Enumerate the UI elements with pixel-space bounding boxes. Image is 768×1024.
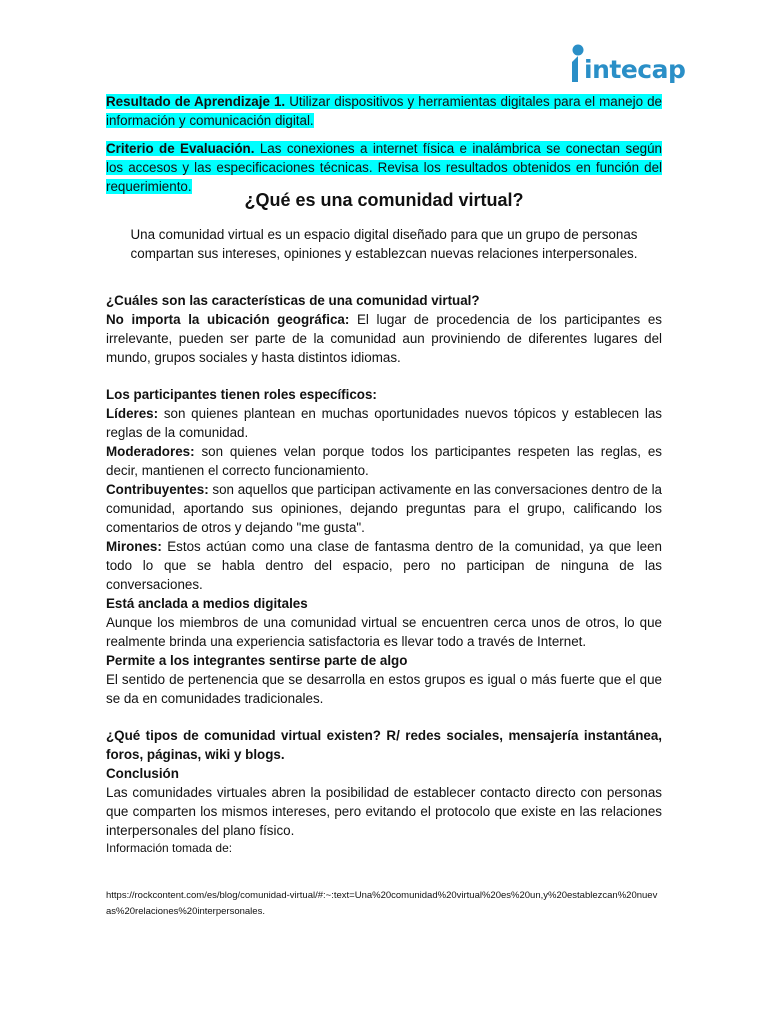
contribuyentes-label: Contribuyentes: <box>106 482 209 497</box>
anclada-paragraph: Aunque los miembros de una comunidad virtual se encuentren cerca unos de otros, lo que realmente brinda una experiencia satisfactoria es llevar todo a través de Internet. <box>106 615 662 649</box>
contribuyentes-paragraph <box>106 480 662 537</box>
lideres-paragraph <box>106 404 662 442</box>
roles-heading: Los participantes tienen roles específicos: <box>106 387 377 402</box>
spacer <box>106 708 662 726</box>
resultado-label: Resultado de Aprendizaje 1. <box>106 94 286 109</box>
fuente-label: Información tomada de: <box>106 841 233 855</box>
tipos-paragraph: ¿Qué tipos de comunidad virtual existen? R/ redes sociales, mensajería instantánea, foros, páginas, wiki y blogs. <box>106 728 662 762</box>
page-title: ¿Qué es una comunidad virtual? <box>244 190 524 210</box>
resultado-highlight <box>106 94 662 128</box>
intecap-logo <box>567 42 686 99</box>
resultado-aprendizaje <box>106 92 662 130</box>
lideres-text: son quienes plantean en muchas oportunidades nuevos tópicos y establecen las reglas de la comunidad. <box>106 406 662 440</box>
ubicacion-label: No importa la ubicación geográfica: <box>106 312 350 327</box>
anclada-heading: Está anclada a medios digitales <box>106 596 308 611</box>
intro-paragraph: Una comunidad virtual es un espacio digital diseñado para que un grupo de personas compartan sus intereses, opiniones y establezcan nuevas relaciones interpersonales. <box>130 227 638 261</box>
lideres-label: Líderes: <box>106 406 159 421</box>
criterio-label: Criterio de Evaluación. <box>106 141 255 156</box>
body-content <box>106 291 662 857</box>
criterio-text: Las conexiones a internet física e inalámbrica se conectan según los accesos y las especificaciones técnicas. Revisa los resultados obtenidos en función del requerimiento. <box>106 141 663 194</box>
mirones-paragraph <box>106 537 662 594</box>
conclusion-paragraph: Las comunidades virtuales abren la posibilidad de establecer contacto directo con personas que comparten los mismos intereses, pero evitando el protocolo que existe en las relaciones interpersonales del plano físico. <box>106 785 662 838</box>
ubicacion-paragraph <box>106 310 662 367</box>
caracteristicas-heading: ¿Cuáles son las características de una comunidad virtual? <box>106 293 480 308</box>
conclusion-heading: Conclusión <box>106 766 179 781</box>
mirones-text: Estos actúan como una clase de fantasma dentro de la comunidad, ya que leen todo lo que se habla dentro del espacio, pero no participan de ninguna de las conversaciones. <box>106 539 662 592</box>
pertenencia-paragraph: El sentido de pertenencia que se desarrolla en estos grupos es igual o más fuerte que el que se da en comunidades tradicionales. <box>106 672 662 706</box>
contribuyentes-text: son aquellos que participan activamente en las conversaciones dentro de la comunidad, aportando sus opiniones, dejando preguntas para el grupo, calificando los comentarios de otros y dejando "me gusta". <box>106 482 663 535</box>
resultado-text: Utilizar dispositivos y herramientas digitales para el manejo de información y comunicación digital. <box>106 94 663 128</box>
source-link[interactable]: https://rockcontent.com/es/blog/comunidad-virtual/#:~:text=Una%20comunidad%20virtual%20es%20un,y%20establezcan%20nuevas%20relaciones%20interpersonales. <box>106 890 658 917</box>
logo-text: intecap <box>584 55 686 84</box>
pertenencia-heading: Permite a los integrantes sentirse parte de algo <box>106 653 408 668</box>
spacer <box>106 367 662 385</box>
moderadores-paragraph <box>106 442 662 480</box>
ubicacion-text: El lugar de procedencia de los participantes es irrelevante, pueden ser parte de la comunidad aun proviniendo de diferentes lugares del mundo, grupos sociales y hasta distintos idiomas. <box>106 312 662 365</box>
mirones-label: Mirones: <box>106 539 162 554</box>
moderadores-label: Moderadores: <box>106 444 195 459</box>
moderadores-text: son quienes velan porque todos los participantes respeten las reglas, es decir, mantienen el correcto funcionamiento. <box>106 444 662 478</box>
